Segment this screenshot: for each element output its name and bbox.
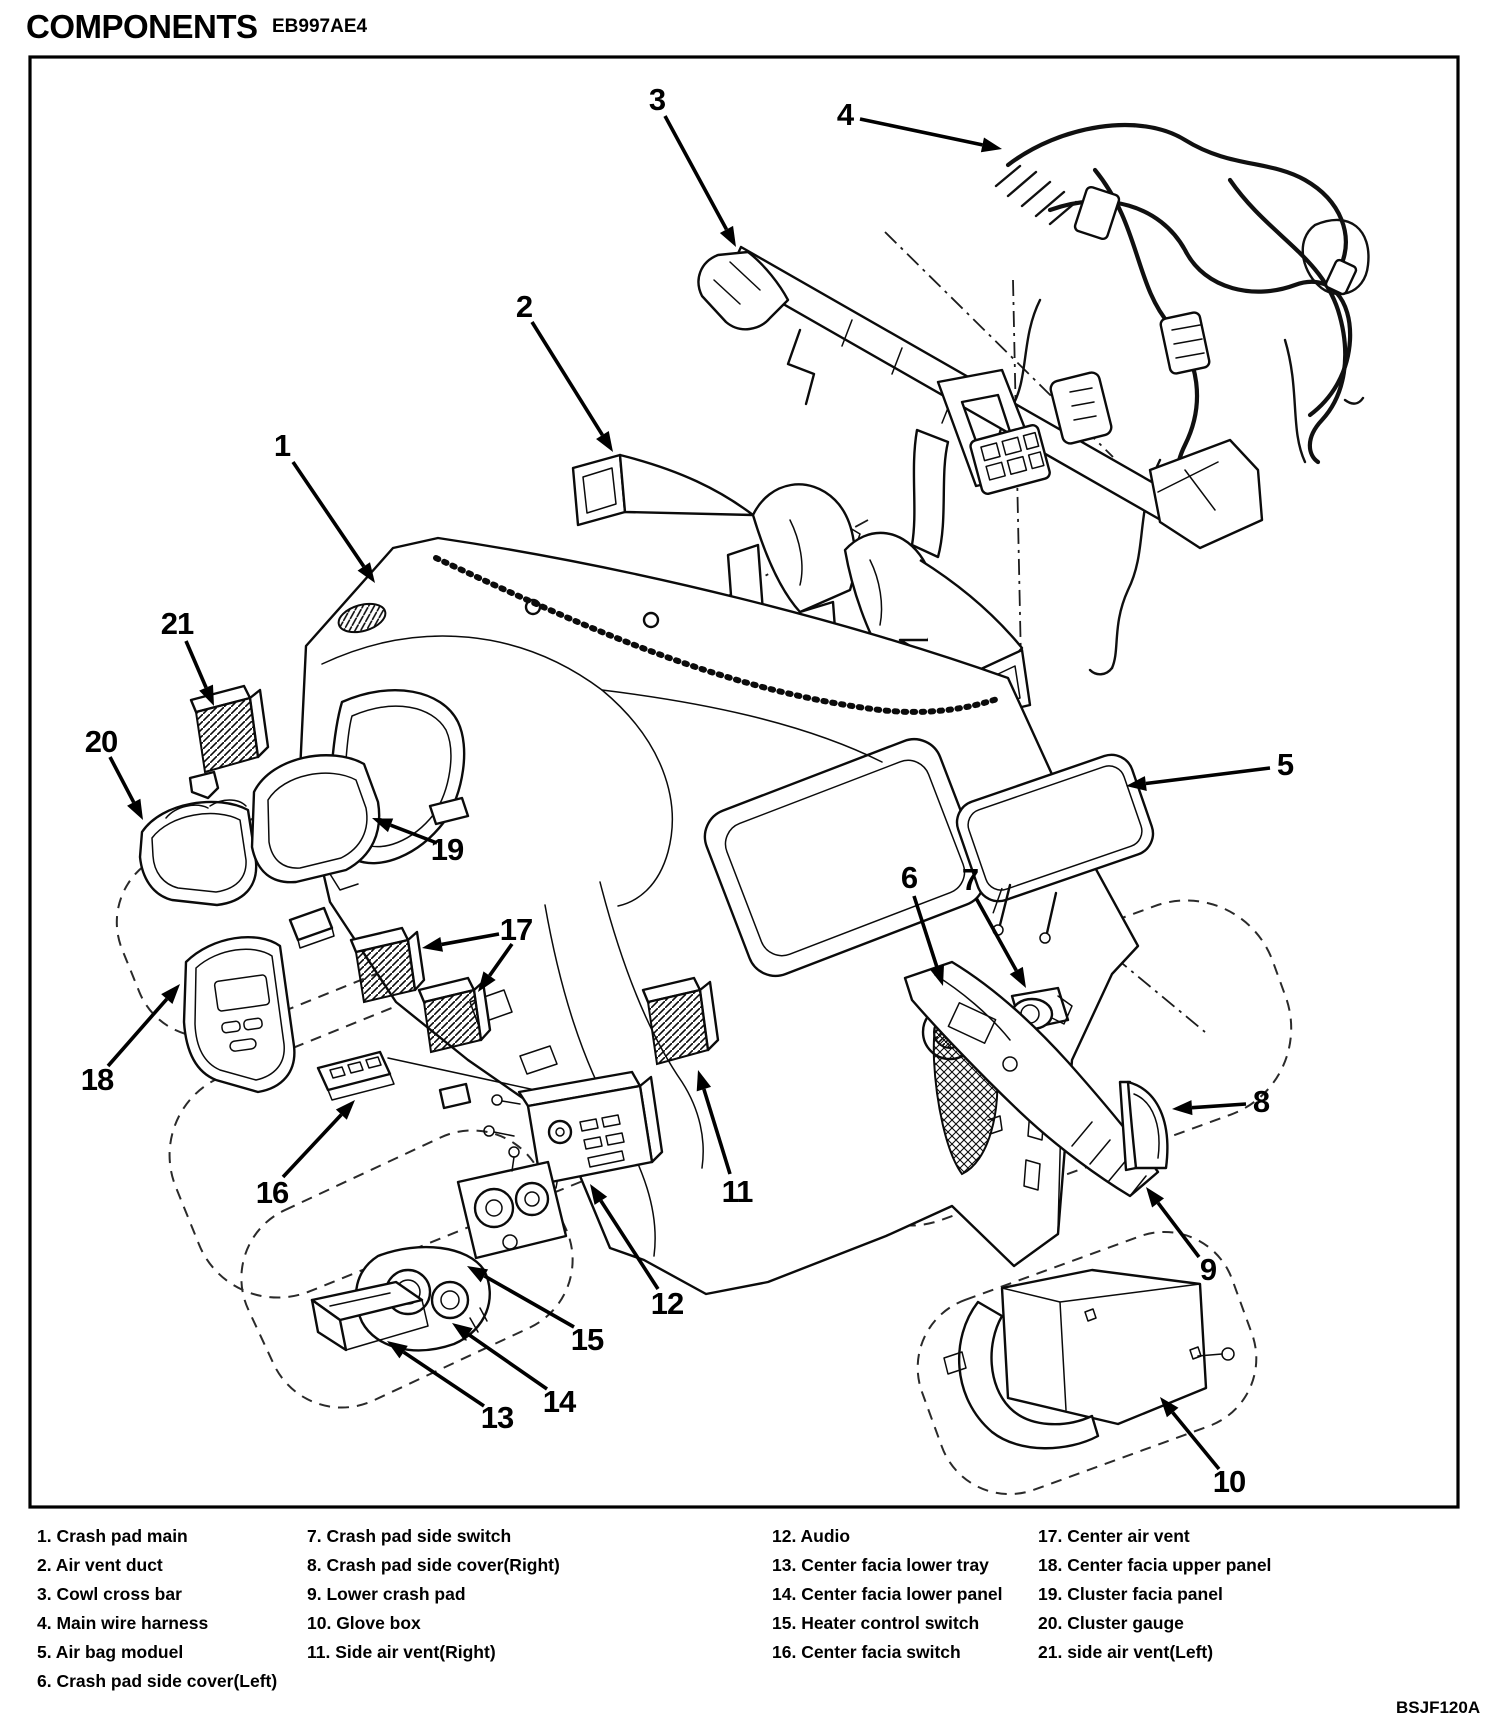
legend-item-6: 6. Crash pad side cover(Left) xyxy=(37,1671,278,1691)
callout-number-8: 8 xyxy=(1252,1084,1270,1119)
callout-arrow-3 xyxy=(665,116,726,229)
callout-number-20: 20 xyxy=(84,724,118,759)
legend-item-10: 10. Glove box xyxy=(307,1613,421,1633)
figure-code: BSJF120A xyxy=(1396,1698,1481,1717)
legend-item-5: 5. Air bag moduel xyxy=(37,1642,184,1662)
part-10-glove-box xyxy=(944,1270,1234,1448)
callout-arrow-16 xyxy=(283,1115,341,1177)
part-18-center-facia-upper-panel xyxy=(184,908,334,1092)
legend-item-7: 7. Crash pad side switch xyxy=(307,1526,512,1546)
callout-arrow-10 xyxy=(1173,1412,1219,1469)
legend-item-9: 9. Lower crash pad xyxy=(307,1584,466,1604)
callout-arrowhead-4 xyxy=(981,138,1002,153)
callout-arrow-21 xyxy=(186,641,206,688)
legend-item-17: 17. Center air vent xyxy=(1038,1526,1190,1546)
part-8-crash-pad-side-cover-right xyxy=(1120,1082,1167,1170)
callout-arrow-4 xyxy=(860,119,982,145)
legend-item-15: 15. Heater control switch xyxy=(772,1613,980,1633)
callout-arrow-8 xyxy=(1192,1104,1246,1108)
callout-arrow-2 xyxy=(532,322,602,435)
callout-arrowhead-8 xyxy=(1172,1100,1192,1115)
legend-item-19: 19. Cluster facia panel xyxy=(1038,1584,1223,1604)
callout-number-6: 6 xyxy=(900,860,918,895)
callout-number-17: 17 xyxy=(499,912,533,947)
legend-item-13: 13. Center facia lower tray xyxy=(772,1555,989,1575)
legend-column-2 xyxy=(307,1522,560,1667)
callout-number-12: 12 xyxy=(650,1286,684,1321)
legend-item-21: 21. side air vent(Left) xyxy=(1038,1642,1214,1662)
legend-column-3 xyxy=(772,1522,1003,1667)
legend-item-20: 20. Cluster gauge xyxy=(1038,1613,1184,1633)
callout-number-14: 14 xyxy=(542,1384,576,1419)
callout-arrow-13 xyxy=(404,1352,484,1406)
legend-item-18: 18. Center facia upper panel xyxy=(1038,1555,1272,1575)
callout-number-2: 2 xyxy=(515,289,533,324)
callout-number-5: 5 xyxy=(1276,747,1294,782)
legend-item-4: 4. Main wire harness xyxy=(37,1613,209,1633)
callout-number-10: 10 xyxy=(1212,1464,1246,1499)
callout-number-18: 18 xyxy=(80,1062,114,1097)
callout-number-19: 19 xyxy=(430,832,464,867)
legend-item-14: 14. Center facia lower panel xyxy=(772,1584,1003,1604)
callout-arrow-18 xyxy=(108,999,167,1066)
callout-arrow-20 xyxy=(110,757,134,802)
part-21-side-air-vent-left xyxy=(190,686,268,798)
legend-item-2: 2. Air vent duct xyxy=(37,1555,163,1575)
callout-number-4: 4 xyxy=(836,97,854,132)
callout-arrow-1 xyxy=(293,462,364,566)
callout-arrow-9 xyxy=(1158,1203,1199,1257)
legend-item-1: 1. Crash pad main xyxy=(37,1526,188,1546)
callout-number-16: 16 xyxy=(255,1175,289,1210)
callout-number-13: 13 xyxy=(480,1400,514,1435)
part-11-side-air-vent-right xyxy=(643,978,718,1064)
callout-number-15: 15 xyxy=(570,1322,604,1357)
callout-number-1: 1 xyxy=(273,428,291,463)
callout-arrowhead-2 xyxy=(596,431,613,452)
legend-item-16: 16. Center facia switch xyxy=(772,1642,961,1662)
section-code: EB997AE4 xyxy=(272,16,368,37)
callout-number-9: 9 xyxy=(1199,1252,1217,1287)
legend-item-11: 11. Side air vent(Right) xyxy=(307,1642,496,1662)
legend-item-8: 8. Crash pad side cover(Right) xyxy=(307,1555,560,1575)
part-20-cluster-gauge xyxy=(140,800,256,905)
callout-number-21: 21 xyxy=(160,606,194,641)
legend-column-4 xyxy=(1038,1522,1271,1667)
callout-arrow-14 xyxy=(468,1334,547,1389)
legend-column-1 xyxy=(37,1522,277,1696)
callout-number-11: 11 xyxy=(721,1174,753,1209)
callout-number-7: 7 xyxy=(961,862,979,897)
legend-item-3: 3. Cowl cross bar xyxy=(37,1584,182,1604)
callout-arrowhead-3 xyxy=(720,226,736,247)
page-title: COMPONENTS xyxy=(26,8,258,45)
legend-item-12: 12. Audio xyxy=(772,1526,851,1546)
callout-arrowhead-20 xyxy=(127,799,143,820)
callout-number-3: 3 xyxy=(648,82,666,117)
callout-arrow-5 xyxy=(1146,768,1270,784)
